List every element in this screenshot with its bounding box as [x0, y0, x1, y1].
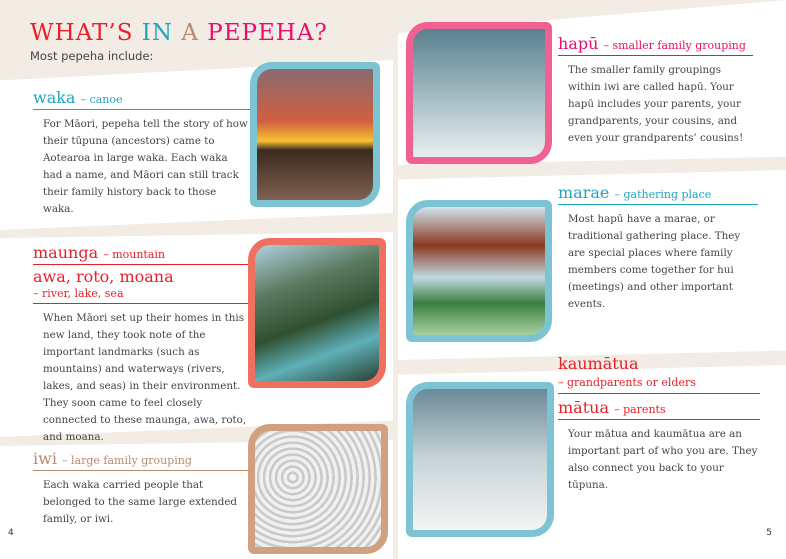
marae-image	[406, 200, 552, 342]
body-text: Your mātua and kaumātua are an important part of who you are. They also connect you back to your tūpuna.	[568, 428, 758, 491]
iwi-crowd-image	[248, 424, 388, 554]
section-marae	[558, 183, 758, 313]
body-text: For Māori, pepeha tell the story of how their tūpuna (ancestors) came to Aotearoa in large waka. Each waka had a name, and Māori can still track their family history back to those waka.	[43, 118, 248, 215]
heading: iwi – large family grouping	[33, 449, 249, 471]
title-word: WHAT’S	[30, 20, 134, 46]
section-iwi	[33, 449, 249, 528]
title-word: PEPEHA?	[207, 20, 328, 46]
title-word: IN	[141, 20, 173, 46]
section-kaumatua-matua	[558, 355, 760, 494]
heading: marae – gathering place	[558, 183, 758, 205]
heading: awa, roto, moana – river, lake, sea	[33, 269, 249, 304]
heading: mātua – parents	[558, 398, 760, 420]
sunset-waka-image	[250, 62, 380, 207]
heading: maunga – mountain	[33, 243, 278, 265]
body-text: When Māori set up their homes in this new land, they took note of the important landmarks (such as mountains) and waterways (rivers, lakes, and seas) in their environment. They soon came to feel closely connected to these maunga, awa, roto, and moana.	[43, 312, 247, 443]
heading: hapū – smaller family grouping	[558, 34, 753, 56]
heading: waka – canoe	[33, 88, 278, 110]
title-word: A	[181, 20, 199, 46]
page-number-left: 4	[8, 528, 14, 538]
section-hapu	[558, 34, 753, 147]
section-maunga-awa	[33, 243, 249, 446]
section-waka	[33, 88, 249, 218]
heading: kaumātua – grandparents or elders	[558, 355, 760, 394]
mountain-river-image	[248, 238, 386, 388]
hapu-family-image	[406, 22, 552, 164]
elders-parents-image	[406, 382, 554, 537]
subtitle: Most pepeha include:	[30, 49, 154, 63]
page-title	[30, 20, 328, 46]
page-number-right: 5	[766, 528, 772, 538]
body-text: Most hapū have a marae, or traditional gathering place. They are special places where family members come together for hui (meetings) and other important events.	[568, 213, 741, 310]
body-text: The smaller family groupings within iwi are called hapū. Your hapū includes your parents, your grandparents, your cousins, and even your grandparents’ cousins!	[568, 64, 744, 144]
body-text: Each waka carried people that belonged to the same large extended family, or iwi.	[43, 479, 238, 525]
